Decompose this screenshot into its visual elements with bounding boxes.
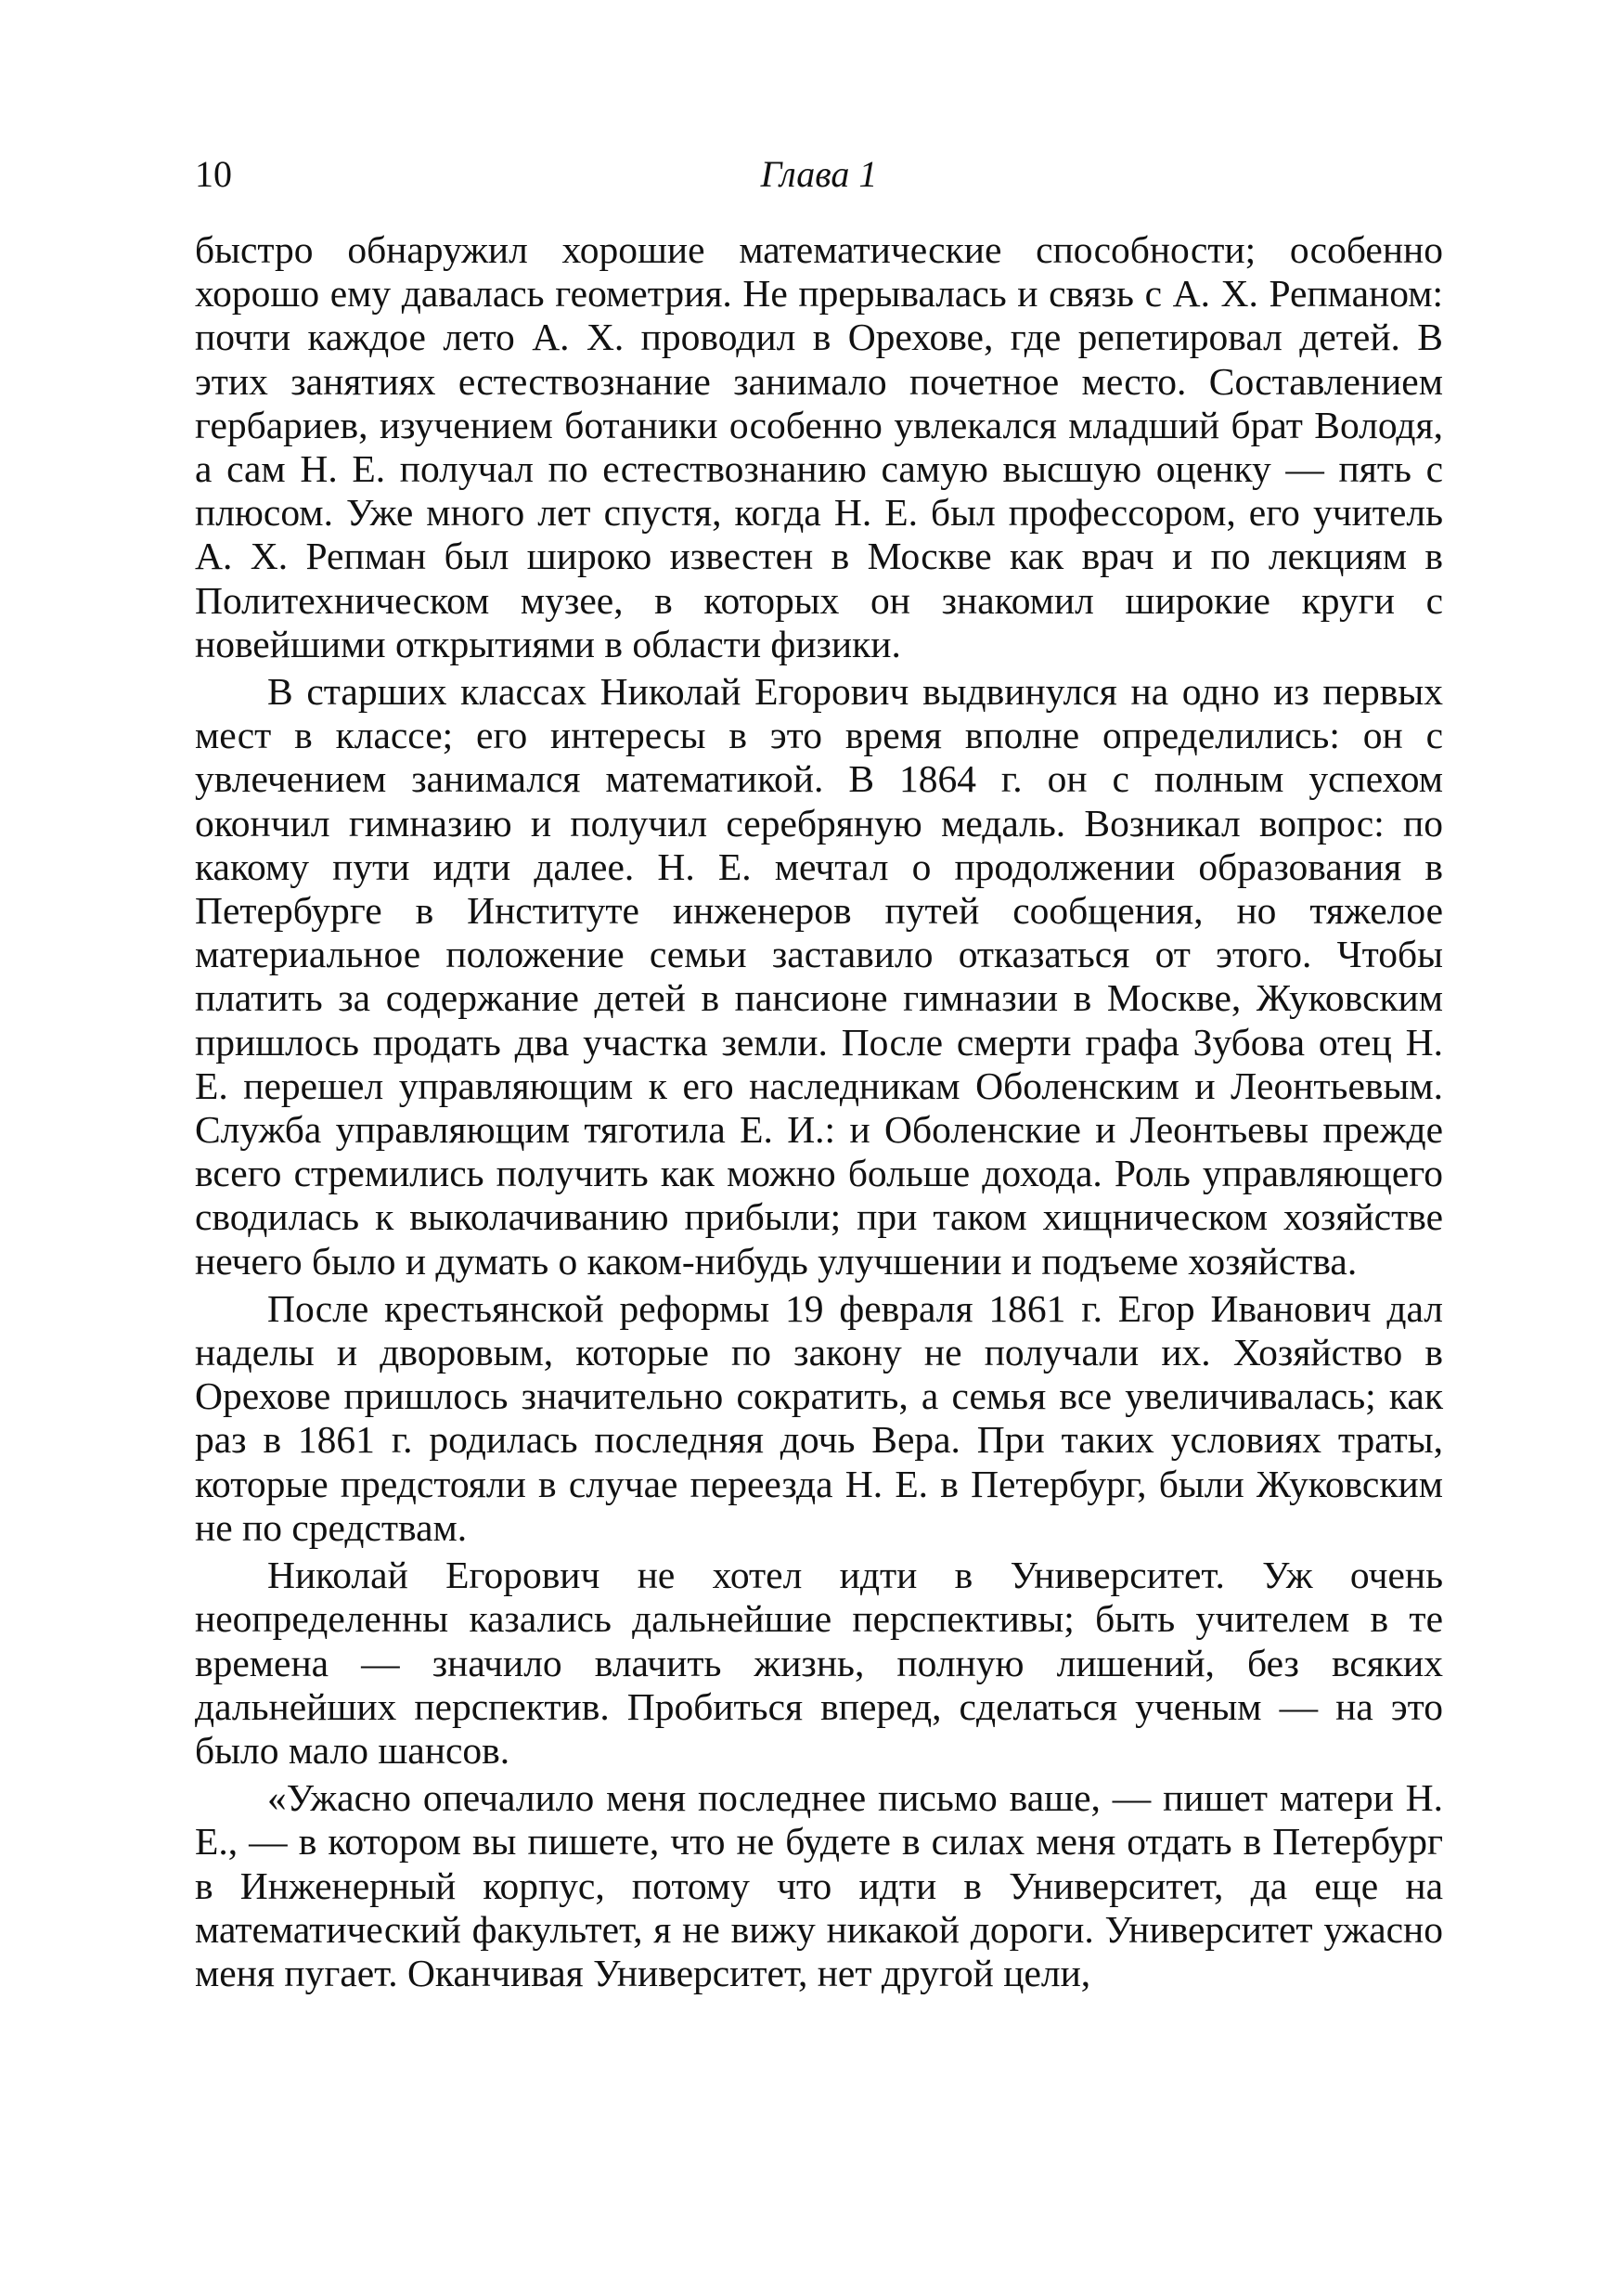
book-page (195, 147, 1443, 1999)
paragraph-2: В старших классах Николай Егорович выдвинулся на одно из первых мест в классе; его интересы в это время вполне определились: он с увлечением занимался математикой. В 1864 г. он с полным успехом окончил гимназию и получил серебряную медаль. Возникал вопрос: по какому пути идти далее. Н. Е. мечтал о продолжении образования в Петербурге в Институте инженеров путей сообщения, но тяжелое материальное положение семьи заставило отказаться от этого. Чтобы платить за содержание детей в пансионе гимназии в Москве, Жуковским пришлось продать два участка земли. После смерти графа Зубова отец Н. Е. перешел управляющим к его наследникам Оболенским и Леонтьевым. Служба управляющим тяготила Е. И.: и Оболенские и Леонтьевы прежде всего стремились получить как можно больше дохода. Роль управляющего сводилась к выколачиванию прибыли; при таком хищническом хозяйстве нечего было и думать о каком-нибудь улучшении и подъеме хозяйства. (195, 670, 1443, 1283)
body-text (195, 228, 1443, 1995)
paragraph-5: «Ужасно опечалило меня последнее письмо ваше, — пишет матери Н. Е., — в котором вы пишете, что не будете в силах меня отдать в Петербург в Инженерный корпус, потому что идти в Университет, да еще на математический факультет, я не вижу никакой дороги. Университет ужасно меня пугает. Оканчивая Университет, нет другой цели, (195, 1776, 1443, 1994)
page-number: 10 (195, 153, 232, 195)
paragraph-1: быстро обнаружил хорошие математические способности; особенно хорошо ему давалась геометрия. Не прерывалась и связь с А. Х. Репманом: почти каждое лето А. Х. проводил в Орехове, где репетировал детей. В этих занятиях естествознание занимало почетное место. Составлением гербариев, изучением ботаники особенно увлекался младший брат Володя, а сам Н. Е. получал по естествознанию самую высшую оценку — пять с плюсом. Уже много лет спустя, когда Н. Е. был профессором, его учитель А. Х. Репман был широко известен в Москве как врач и по лекциям в Политехническом музее, в которых он знакомил широкие круги с новейшими открытиями в области физики. (195, 228, 1443, 665)
chapter-title: Глава 1 (760, 153, 878, 195)
running-head (195, 147, 1443, 202)
paragraph-3: После крестьянской реформы 19 февраля 1861 г. Егор Иванович дал наделы и дворовым, которые по закону не получали их. Хозяйство в Орехове пришлось значительно сократить, а семья все увеличивалась; как раз в 1861 г. родилась последняя дочь Вера. При таких условиях траты, которые предстояли в случае переезда Н. Е. в Петербург, были Жуковским не по средствам. (195, 1286, 1443, 1549)
paragraph-4: Николай Егорович не хотел идти в Университет. Уж очень неопределенны казались дальнейшие перспективы; быть учителем в те времена — значило влачить жизнь, полную лишений, без всяких дальнейших перспектив. Пробиться вперед, сделаться ученым — на это было мало шансов. (195, 1554, 1443, 1772)
